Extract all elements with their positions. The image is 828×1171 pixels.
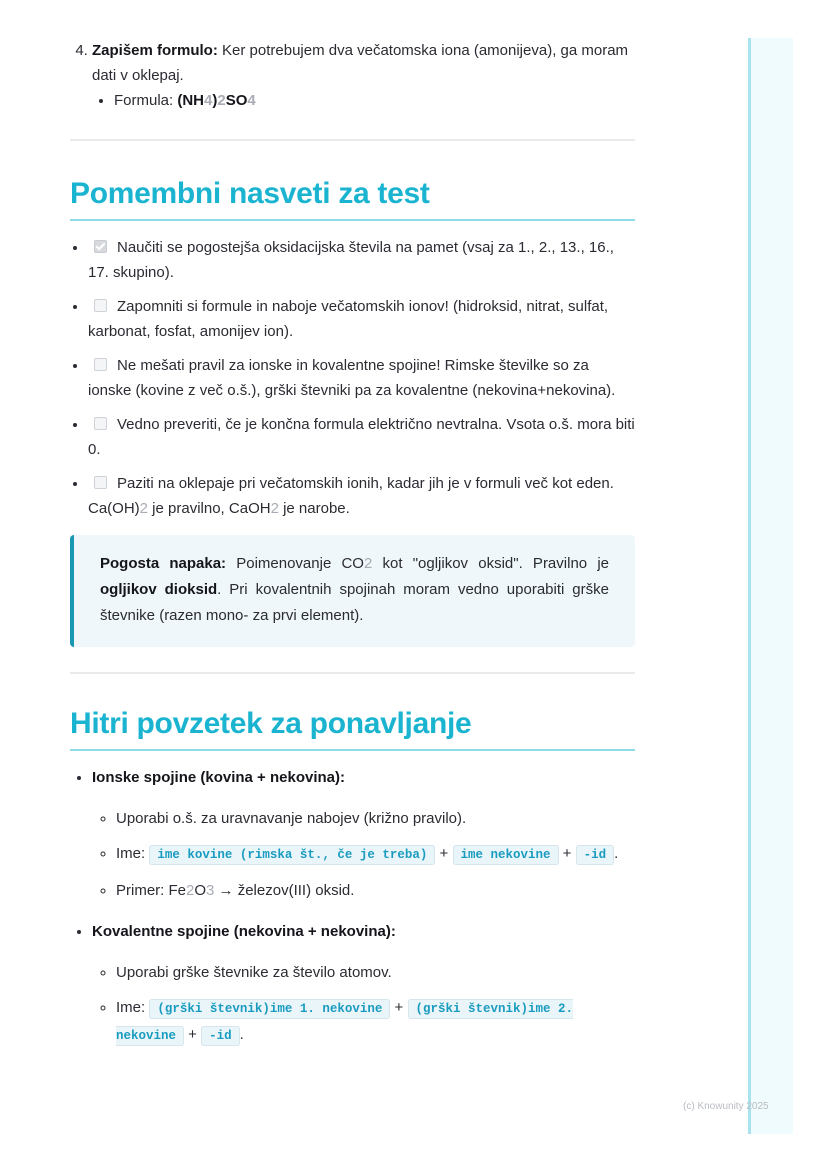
text: kot "ogljikov oksid". Pravilno je xyxy=(372,555,609,572)
summary-covalent xyxy=(92,919,635,1049)
text: je pravilno, CaOH xyxy=(148,500,271,517)
code-snippet: (grški števnik)ime 2. nekovine xyxy=(116,999,573,1046)
tip-item xyxy=(88,235,635,285)
divider xyxy=(70,139,635,141)
subscript: 2 xyxy=(139,500,149,517)
formula xyxy=(177,92,255,109)
subscript: 3 xyxy=(206,882,215,899)
text: + xyxy=(390,999,408,1016)
text: Vedno preveriti, če je končna formula električno nevtralna. Vsota o.š. mora biti 0. xyxy=(88,416,635,458)
checkbox-checked[interactable] xyxy=(94,240,107,253)
text: Kovalentne spojine (nekovina + nekovina): xyxy=(92,923,396,940)
subscript: 2 xyxy=(363,555,373,572)
text: Paziti na oklepaje pri večatomskih ionih, kadar jih je v formuli več kot eden. Ca(OH) xyxy=(88,475,614,517)
text: . xyxy=(239,1026,244,1043)
text: Ne mešati pravil za ionske in kovalentne spojine! Rimske številke so za ionske (kovine z več o.š.), grški števniki pa za kovalentne (nekovina+nekovina). xyxy=(88,357,616,399)
text: Poimenovanje CO xyxy=(226,555,364,572)
text: ogljikov dioksid xyxy=(100,581,218,598)
text: Primer: Fe xyxy=(116,882,187,899)
tip-item xyxy=(88,353,635,403)
subscript: 2 xyxy=(186,882,195,899)
checkbox[interactable] xyxy=(94,299,107,312)
text: + xyxy=(184,1026,202,1043)
text: . xyxy=(614,845,619,862)
text: + xyxy=(558,845,576,862)
summary-ionic xyxy=(92,765,635,903)
text: Zapomniti si formule in naboje večatomskih ionov! (hidroksid, nitrat, sulfat, karbonat, fosfat, amonijev ion). xyxy=(88,298,609,340)
text: Pogosta napaka: xyxy=(100,555,227,572)
text: + xyxy=(435,845,453,862)
step-text: Ker potrebujem dva večatomska iona (amonijeva), ga moram dati v oklepaj. xyxy=(92,42,629,84)
checkbox[interactable] xyxy=(94,476,107,489)
covalent-name xyxy=(116,995,635,1049)
divider xyxy=(70,672,635,674)
text: (NH xyxy=(177,92,205,109)
text: O xyxy=(194,882,207,899)
text: ) xyxy=(212,92,218,109)
common-mistake-callout xyxy=(70,535,635,647)
formula-item xyxy=(114,88,635,113)
code-snippet: ime kovine (rimska št., če je treba) xyxy=(149,845,435,865)
ionic-example xyxy=(116,878,635,903)
summary-list xyxy=(70,765,635,1049)
tips-list xyxy=(70,235,635,521)
ionic-name xyxy=(116,841,635,868)
tip-item xyxy=(88,294,635,344)
side-panel xyxy=(748,38,793,1134)
text: Ionske spojine (kovina + nekovina): xyxy=(92,769,345,786)
subscript: 2 xyxy=(270,500,279,517)
text: Naučiti se pogostejša oksidacijska števila na pamet (vsaj za 1., 2., 13., 16., 17. skupino). xyxy=(88,239,614,281)
step-4 xyxy=(92,38,635,113)
text: SO xyxy=(225,92,248,109)
tip-item xyxy=(88,412,635,462)
formula-label: Formula: xyxy=(114,92,178,109)
subscript: 2 xyxy=(217,92,226,109)
text: → železov(III) oksid. xyxy=(214,882,355,899)
code-snippet: -id xyxy=(201,1026,240,1046)
covalent-rule: ◦ Uporabi grške števnike za število atomov. xyxy=(116,960,635,985)
tip-item xyxy=(88,471,635,521)
checkbox[interactable] xyxy=(94,358,107,371)
subscript: 4 xyxy=(247,92,256,109)
text: . Pri kovalentnih spojinah moram vedno uporabiti grške števnike (razen mono- za prvi element). xyxy=(100,581,609,624)
checkbox[interactable] xyxy=(94,417,107,430)
summary-heading: Hitri povzetek za ponavljanje xyxy=(70,707,635,751)
copyright: (c) Knowunity 2025 xyxy=(683,1101,769,1112)
code-snippet: (grški števnik)ime 1. nekovine xyxy=(149,999,390,1019)
steps-list xyxy=(70,38,635,113)
document-page xyxy=(70,38,635,1065)
ionic-rule: ◦ Uporabi o.š. za uravnavanje nabojev (križno pravilo). xyxy=(116,806,635,831)
subscript: 4 xyxy=(204,92,213,109)
code-snippet: ime nekovine xyxy=(453,845,559,865)
code-snippet: -id xyxy=(576,845,615,865)
text: Ime: xyxy=(116,999,150,1016)
step-bold: Zapišem formulo: xyxy=(92,42,218,59)
tips-heading: Pomembni nasveti za test xyxy=(70,177,635,221)
text: Ime: xyxy=(116,845,150,862)
text: je narobe. xyxy=(278,500,350,517)
